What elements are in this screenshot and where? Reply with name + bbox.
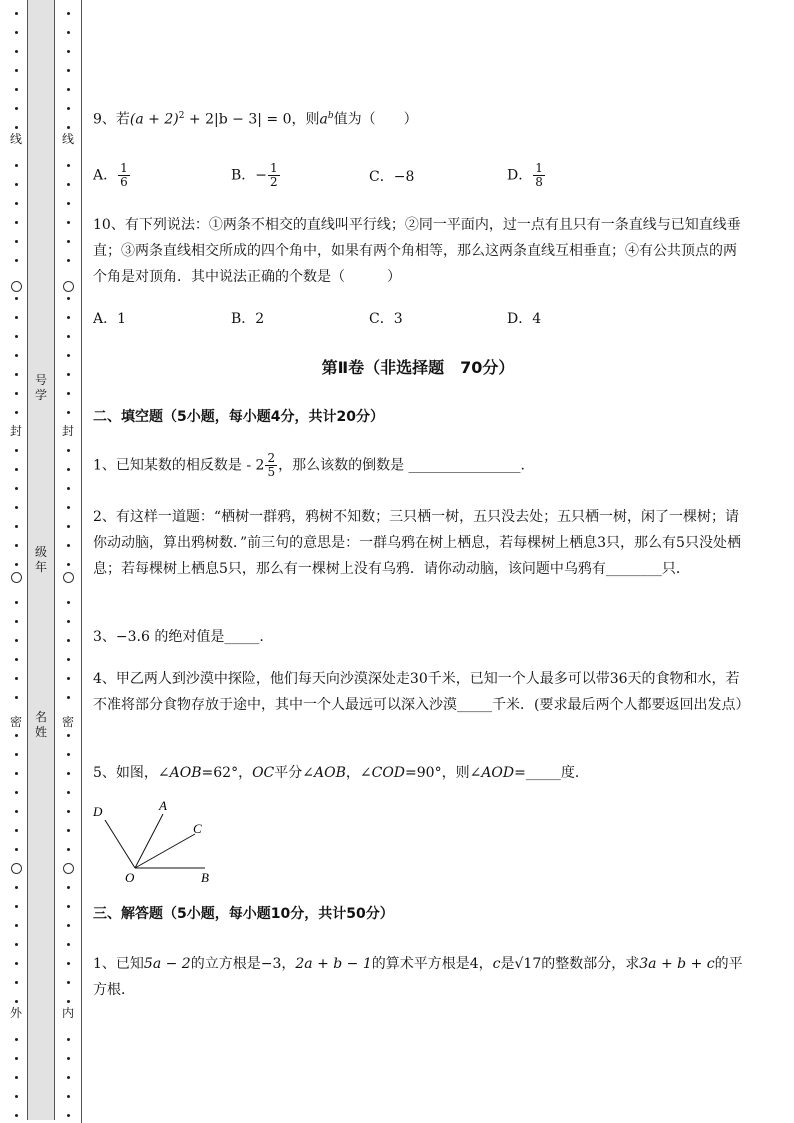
margin-dot: [15, 221, 18, 224]
margin-dot: [67, 924, 70, 927]
fill1-text-post: ，那么该数的倒数是 ________________.: [278, 457, 525, 474]
margin-dot: [67, 753, 70, 756]
label-a: A: [159, 798, 167, 813]
margin-dot: [67, 658, 70, 661]
q9-option-a: [93, 162, 131, 189]
margin-dot: [15, 202, 18, 205]
student-id-field: [28, 373, 54, 403]
q9-option-c: [369, 164, 414, 190]
margin-dot: [15, 12, 18, 15]
option-label: A．: [93, 167, 118, 184]
angle-aob: ∠AOB: [302, 765, 346, 781]
binding-hole-icon: [11, 281, 22, 292]
margin-dot: [15, 962, 18, 965]
expr-3a-b-c: 3a + b + c: [639, 956, 715, 972]
margin-dot: [67, 905, 70, 908]
inner-binding-mark: 密: [61, 715, 74, 729]
margin-dot: [67, 449, 70, 452]
q10-options: [93, 306, 743, 330]
angle-figure: [93, 796, 223, 891]
q9-option-b: [231, 162, 281, 189]
margin-dot: [15, 164, 18, 167]
solve1-text: 的算术平方根是4，: [371, 956, 493, 972]
margin-dot: [15, 1095, 18, 1098]
margin-dot: [67, 107, 70, 110]
option-value: −8: [393, 169, 415, 185]
denominator: 2: [270, 175, 278, 189]
margin-dot: [67, 88, 70, 91]
outer-binding-mark: 密: [9, 715, 22, 729]
margin-dot: [15, 1057, 18, 1060]
fraction: [268, 162, 280, 189]
margin-dot: [15, 981, 18, 984]
margin-dot: [15, 183, 18, 186]
margin-dot: [67, 677, 70, 680]
margin-dot: [67, 392, 70, 395]
margin-dot: [15, 639, 18, 642]
binding-hole-icon: [63, 572, 74, 583]
margin-dot: [15, 411, 18, 414]
margin-dot: [15, 924, 18, 927]
denominator: 6: [120, 175, 128, 189]
margin-dot: [15, 259, 18, 262]
margin-dot: [67, 886, 70, 889]
margin-dot: [15, 373, 18, 376]
denominator: 5: [267, 465, 276, 479]
margin-dot: [67, 183, 70, 186]
student-info-strip: [27, 0, 55, 1120]
q10-option-c: C．3: [369, 311, 403, 327]
margin-dot: [15, 886, 18, 889]
q10-option-a: A．1: [93, 311, 127, 327]
fraction: [533, 162, 545, 189]
q9-power: b: [327, 111, 334, 121]
q9-tail: ，则: [291, 111, 320, 128]
solve-question-1: [93, 951, 743, 1003]
grade-char-1: 级: [34, 545, 47, 559]
margin-dot: [67, 316, 70, 319]
margin-dot: [15, 50, 18, 53]
margin-dot: [67, 981, 70, 984]
margin-dot: [67, 772, 70, 775]
question-9: [93, 103, 743, 133]
margin-dot: [15, 753, 18, 756]
solve1-text: 1、已知: [93, 956, 144, 972]
inner-binding-mark: 线: [61, 132, 74, 146]
margin-dot: [15, 1114, 18, 1117]
margin-dot: [67, 411, 70, 414]
outer-binding-mark: 线: [9, 132, 22, 146]
margin-dot: [15, 449, 18, 452]
outer-binding-mark: 外: [9, 1006, 22, 1020]
margin-dot: [67, 69, 70, 72]
margin-dot: [15, 107, 18, 110]
margin-dot: [15, 943, 18, 946]
margin-dot: [67, 12, 70, 15]
option-label: C．: [369, 169, 394, 185]
fill1-text-pre: 1、已知某数的相反数是 - 2: [93, 457, 265, 474]
margin-dot: [67, 544, 70, 547]
margin-dot: [67, 1038, 70, 1041]
fraction: [118, 162, 130, 189]
q9-exponent: 2: [178, 111, 185, 121]
label-c: C: [193, 821, 202, 836]
margin-dot: [67, 639, 70, 642]
outer-binding-mark: 封: [9, 424, 22, 438]
margin-dot: [15, 734, 18, 737]
margin-dot: [67, 335, 70, 338]
q9-expr-b: + 2|b − 3| = 0: [188, 111, 292, 128]
q9-expr-a: (a + 2): [129, 111, 179, 128]
margin-dot: [67, 373, 70, 376]
margin-dot: [67, 525, 70, 528]
margin-dot: [15, 354, 18, 357]
margin-dot: [67, 810, 70, 813]
ray-oc: OC: [252, 765, 275, 781]
margin-dot: [67, 1000, 70, 1003]
solve1-text: 的立方根是−3，: [190, 956, 296, 972]
q9-base: a: [319, 111, 328, 128]
student-id-char-2: 学: [34, 388, 47, 402]
fill-question-4: 4、甲乙两人到沙漠中探险，他们每天向沙漠深处走30千米，已知一个人最多可以带36天的食物和水，若不准将部分食物存放于途中，其中一个人最远可以深入沙漠_____千米．(要求最后两个人都要返回出发点）: [93, 671, 750, 713]
fraction: [265, 452, 277, 479]
ray-od: [105, 820, 135, 868]
margin-dot: [15, 848, 18, 851]
margin-dot: [67, 1076, 70, 1079]
margin-divider: [81, 0, 82, 1123]
margin-dot: [67, 848, 70, 851]
margin-dot: [67, 563, 70, 566]
margin-dot: [15, 316, 18, 319]
margin-dot: [67, 297, 70, 300]
margin-dot: [15, 506, 18, 509]
margin-dot: [67, 126, 70, 129]
expr-2a-b-1: 2a + b − 1: [295, 956, 372, 972]
solve1-text: 是: [500, 956, 515, 972]
margin-dot: [67, 734, 70, 737]
margin-dot: [15, 468, 18, 471]
margin-dot: [67, 1057, 70, 1060]
margin-dot: [15, 1038, 18, 1041]
margin-dot: [67, 50, 70, 53]
margin-dot: [15, 392, 18, 395]
q9-option-d: [507, 162, 546, 189]
margin-dot: [67, 962, 70, 965]
angle-aob: ∠AOB: [157, 765, 202, 781]
q10-option-d: D．4: [507, 311, 542, 327]
margin-dot: [15, 791, 18, 794]
numerator: 2: [267, 451, 276, 465]
inner-binding-mark: 内: [61, 1006, 74, 1020]
fill5-text: =90°，则: [405, 765, 470, 781]
margin-dot: [15, 487, 18, 490]
fill5-text: 平分: [274, 765, 303, 781]
margin-dot: [15, 620, 18, 623]
margin-dot: [15, 658, 18, 661]
q9-options: [93, 161, 743, 189]
margin-dot: [67, 943, 70, 946]
margin-dot: [67, 601, 70, 604]
fill5-text: ，: [345, 765, 360, 781]
fill-question-3: 3、−3.6 的绝对值是_____.: [93, 629, 264, 645]
grade-field: [28, 545, 54, 575]
binding-hole-icon: [63, 863, 74, 874]
q10-option-b: B．2: [231, 311, 265, 327]
q9-ask: 值为（ ）: [333, 111, 418, 128]
fill-question-5: [93, 760, 743, 786]
name-char-2: 姓: [34, 725, 47, 739]
label-o: O: [125, 870, 135, 885]
margin-dot: [67, 221, 70, 224]
margin-dot: [15, 810, 18, 813]
margin-dot: [67, 164, 70, 167]
margin-dot: [67, 487, 70, 490]
expr-5a-2: 5a − 2: [143, 956, 191, 972]
expr-c: c: [492, 956, 501, 972]
margin-dot: [67, 1095, 70, 1098]
margin-dot: [67, 468, 70, 471]
margin-dot: [15, 601, 18, 604]
margin-dot: [67, 202, 70, 205]
margin-dot: [15, 905, 18, 908]
margin-dot: [67, 620, 70, 623]
solve1-text: 的平方根．: [93, 956, 743, 998]
part-2-title: 第Ⅱ卷（非选择题 70分）: [321, 358, 515, 377]
margin-dot: [15, 126, 18, 129]
label-d: D: [93, 804, 103, 819]
outer-dotted-line: [8, 0, 24, 1123]
margin-dot: [15, 525, 18, 528]
fill-question-2: 2、有这样一道题：“栖树一群鸦，鸦树不知数；三只栖一树，五只没去处；五只栖一树，闲了一棵树；请你动动脑，算出鸦树数．”前三句的意思是：一群乌鸦在树上栖息，若每棵树上栖息3只，那么有5只没处栖息；若每棵树上栖息5只，那么有一棵树上没有乌鸦．请你动动脑，该问题中乌鸦有________只．: [93, 509, 741, 577]
margin-dot: [15, 1076, 18, 1079]
binding-hole-icon: [63, 281, 74, 292]
margin-dot: [15, 677, 18, 680]
fill5-text: =_____度．: [514, 765, 589, 781]
solve1-text: 的整数部分，求: [541, 956, 640, 972]
margin-dot: [15, 88, 18, 91]
binding-hole-icon: [11, 572, 22, 583]
denominator: 8: [535, 175, 543, 189]
fill-in-header: 二、填空题（5小题，每小题4分，共计20分）: [93, 409, 384, 425]
margin-dot: [15, 544, 18, 547]
margin-dot: [67, 1114, 70, 1117]
margin-dot: [67, 696, 70, 699]
margin-dot: [15, 31, 18, 34]
fill5-pre: 5、如图，: [93, 765, 158, 781]
label-b: B: [201, 870, 209, 885]
inner-binding-mark: 封: [61, 424, 74, 438]
solve-header: 三、解答题（5小题，每小题10分，共计50分）: [93, 906, 394, 922]
margin-dot: [67, 240, 70, 243]
q9-number: 9、若: [93, 111, 130, 128]
fill5-text: =62°，: [201, 765, 253, 781]
numerator: 1: [120, 161, 128, 175]
numerator: 1: [535, 161, 543, 175]
margin-dot: [67, 829, 70, 832]
numerator: 1: [270, 161, 278, 175]
question-10: 10、有下列说法：①两条不相交的直线叫平行线；②同一平面内，过一点有且只有一条直线与已知直线垂直；③两条直线相交所成的四个角中，如果有两个角相等，那么这两条直线互相垂直；④有公共顶点的两个角是对顶角．其中说法正确的个数是（ ）: [93, 217, 741, 285]
margin-dot: [15, 335, 18, 338]
margin-dot: [67, 791, 70, 794]
inner-dotted-line: [60, 0, 76, 1123]
margin-dot: [15, 69, 18, 72]
margin-dot: [15, 240, 18, 243]
margin-dot: [15, 563, 18, 566]
margin-dot: [15, 829, 18, 832]
student-id-char-1: 号: [34, 373, 47, 387]
binding-margin: [0, 0, 85, 1123]
option-label: B．: [231, 167, 256, 184]
grade-char-2: 年: [34, 560, 47, 574]
margin-dot: [15, 696, 18, 699]
angle-cod: ∠COD: [359, 765, 406, 781]
margin-dot: [15, 1000, 18, 1003]
binding-hole-icon: [11, 863, 22, 874]
angle-aod: ∠AOD: [469, 765, 515, 781]
minus-sign: −: [255, 167, 268, 184]
margin-dot: [67, 31, 70, 34]
margin-dot: [67, 506, 70, 509]
margin-dot: [15, 297, 18, 300]
margin-dot: [67, 259, 70, 262]
name-field: [28, 710, 54, 740]
option-label: D．: [507, 167, 533, 184]
fill-question-1: [93, 452, 743, 479]
margin-dot: [15, 772, 18, 775]
sqrt-17: √17: [514, 956, 542, 972]
margin-dot: [67, 354, 70, 357]
name-char-1: 名: [34, 710, 47, 724]
